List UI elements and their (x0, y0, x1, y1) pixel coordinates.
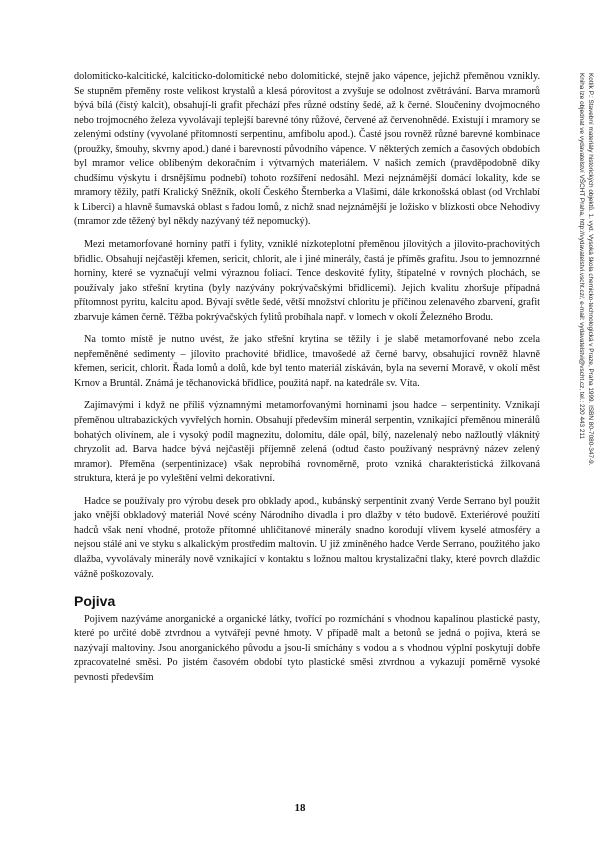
paragraph-binders: Pojivem nazýváme anorganické a organické látky, tvořící po rozmíchání s vhodnou kapalinou plastické pasty, které po určité době ztvrdnou a vytvářejí pevné hmoty. V případě malt a betonů se jedná o pojiva, která se nazývají maltoviny. Jsou anorganického původu a jsou-li smíchány s vodou a s vhodnou výplní poskytují dobře zpracovatelné směsi. Po jistém časovém období tyto plastické směsi ztvrdnou a vykazují poměrně vysoké pevnosti především (74, 613, 540, 683)
body-text (74, 70, 540, 693)
paragraph-serpentinite: Zajímavými i když ne příliš významnými metamorfovanými horninami jsou hadce – serpentinity. Vznikají přeměnou ultrabazických vyvřelých hornin. Obsahují především minerál serpentin, vznikající přeměnou minerálů bohatých olivínem, ale i vysoký podíl magnezitu, dolomitu, dále opál, bílý, nazelenalý nebo nažloutlý vláknitý chryzolit ad. Barva hadce bývá nejčastěji příjemně zelená (odtud často používaný nesprávný název zelený mramor). Přeměna (serpentinizace) však neprobíhá rovnoměrně, proto vzniká charakteristická žilkovaná struktura, která je po vyleštění velmi dekorativní. (74, 400, 540, 485)
paragraph-marble: dolomiticko-kalcitické, kalciticko-dolomitické nebo dolomitické, stejně jako vápence, jejichž přeměnou vznikly. Se stupněm přeměny roste velikost krystalů a klesá pórovitost a zvyšuje se odolnost zvětrávání. Barva mramorů bývá bílá (čistý kalcit), obsahují-li grafit přechází přes různé odstíny šedé, až k černé. Sloučeniny dvojmocného nebo trojmocného železa vyvolávají teplejší barevné tóny růžové, červené až červenohnědé. Existují i mramory se zelenými odstíny (vyvolané přítomností serpentinu, amfibolu apod.). Časté jsou rovněž různé barevné kombinace (proužky, šmouhy, skvrny apod.) dané i barevností původního vápence. V některých zemích a časových obdobích byl mramor velice oblíbeným dekoračním i výtvarných materiálem. V našich zemích (pravděpodobně díky chudšímu výskytu i drsnějšímu podnebí) tohoto rozšíření nedosáhl. Mezi nejznámější domácí lokality, kde se mramory těžily, patří Kralický Sněžník, okolí Českého Šternberka a Vlašimi, dále krkonošská oblast (od Vrchlabí k Liberci) a hlavně šumavská oblast s řadou lomů, z nichž snad nejznámější je ložisko v blízkosti obce Nehodivy (mramor zde těžený byl někdy nazývaný též nepomucký). (74, 71, 540, 228)
paragraph-phyllites: Mezi metamorfované horniny patří i fylity, vzniklé nízkoteplotní přeměnou jílovitých a jilovito-prachovitých břidlic. Obsahují nejčastěji křemen, sericit, chlorit, ale i jiné minerály, častá je příměs grafitu. Jsou to jemnozrnné horniny, které se vyznačují velmi výraznou foliací. Tence deskovité fylity, štípatelné v rovných plochách, se používaly jako střešní krytina (byly nazývány pokrývačskými břidlicemi). Jejich kvalitu zhoršuje případná přítomnost pyritu, kalcitu apod. Bývají světle šedé, větší množství chloritu je příčinou zelenavého zbarvení, grafit zbarvuje kámen černě. Těžba pokrývačských fylitů probíhala např. v lomech v okolí Železného Brodu. (74, 239, 540, 323)
paragraph-serpentinite-use: Hadce se používaly pro výrobu desek pro obklady apod., kubánský serpentinit zvaný Verde Serrano byl použit jako vnější obkladový materiál Nové scény Národního divadla i pro dlažby v této budově. Exteriérové použití hadců však není vhodné, protože přítomné uhličitanové minerály snadno korodují vlivem kyselé atmosféry a nejsou stálé ani ve styku s alkalickým prostředím maltovin. U již zmíněného hadce Verde Serrano, použitého jako dlažba, vyvolávaly minerály nově vznikající v kontaktu s ložnou maltou krystalizační tlaky, které povrch dlaždic vážně poškozovaly. (74, 495, 540, 580)
page-number: 18 (294, 802, 306, 814)
side-citation (555, 73, 595, 633)
citation-line: Kotlík P.: Stavební materiály historických objektů. 1. vyd. Vysoká škola chemicko-technologická v Praze, Praha 1999. ISBN 80-7080-347-9. (587, 73, 594, 466)
paragraph-slate-roofing: Na tomto místě je nutno uvést, že jako střešní krytina se těžily i je slabě metamorfované nebo zcela nepřeměněné sedimenty – jílovito prachovité břidlice, tmavošedé až černé barvy, obsahující rovněž hlavně křemen, sericit, chlorit. Řada lomů a dolů, kde byl tento materiál získáván, byla na severní Moravě, v okolí měst Krnov a Bruntál. Známá je těchanovická břidlice, použitá např. na katedrále sv. Víta. (74, 334, 540, 389)
section-heading-pojiva: Pojiva (74, 593, 116, 610)
ordering-line: Kniha lze objednat ve vydavatelství VŠCHT Praha, http://vydavatelstvi.vscht.cz/, e-mail: vydavatelstvi@vscht.cz, tel.: 220 443 211 (578, 73, 585, 440)
side-citation-text (577, 73, 595, 633)
